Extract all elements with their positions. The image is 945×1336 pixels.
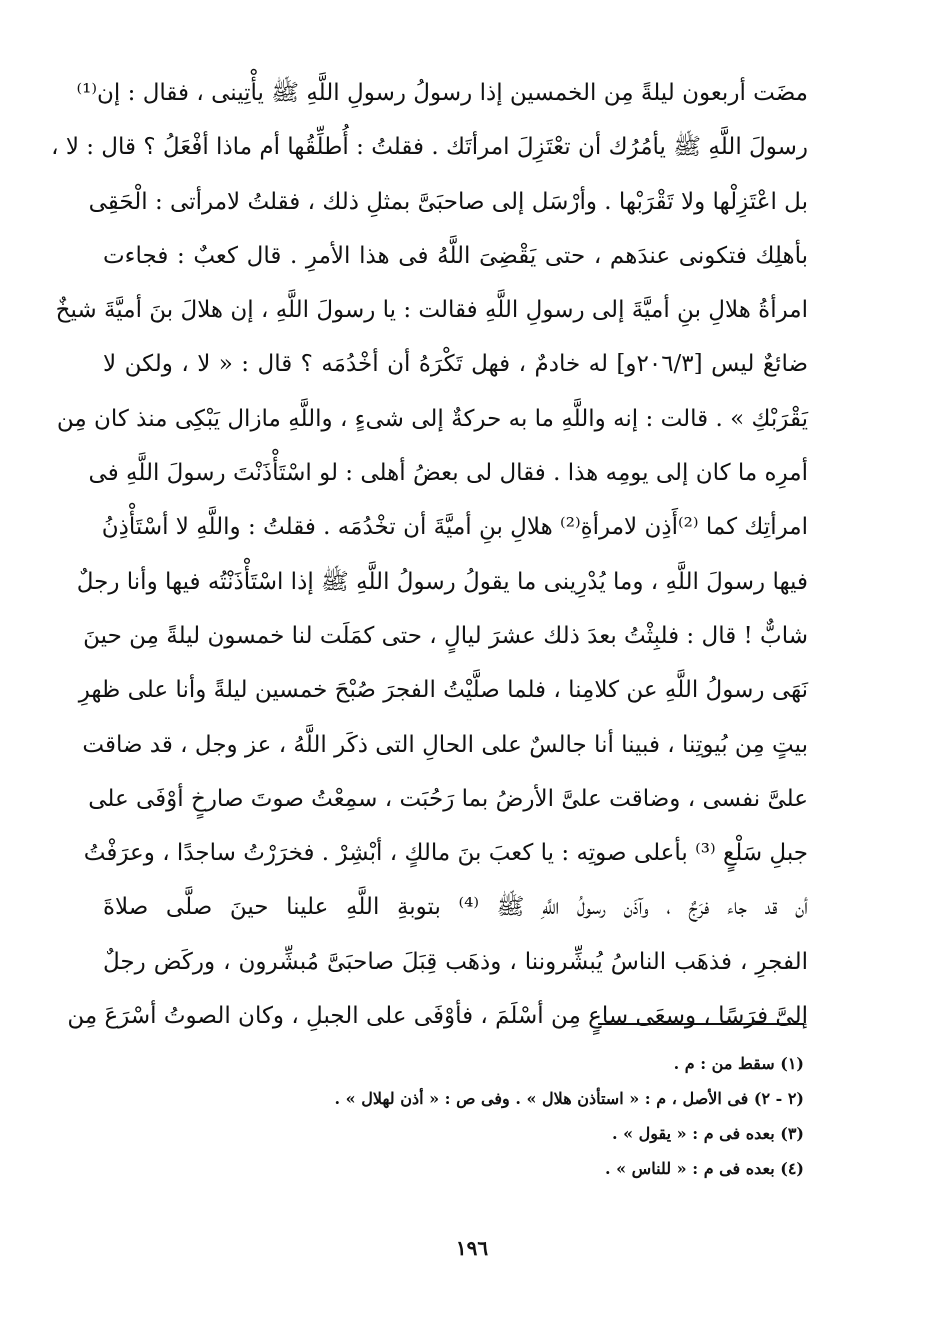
text-line-15: جبلِ سَلْعٍ ⁽³⁾ بأعلى صوتِه : يا كعبَ بنَ مالكٍ ، أبْشِرْ . فخرَرْتُ ساجدًا ، وعرَفْتُ <box>83 840 808 867</box>
text-line-3: بل اعْتَزِلْها ولا تَقْرَبْها . وأرْسَل إلى صاحبَىَّ بمثلِ ذلك ، فقلتُ لامرأتى : الْحَقِى <box>88 188 808 215</box>
footnote-2: (٢ - ٢) فى الأصل ، م : « استأذن هلال » . وفى ص : « أذن لهلال » . <box>334 1089 804 1108</box>
text-line-11: شابٌّ ! قال : فلبِثْتُ بعدَ ذلك عشرَ ليالٍ ، حتى كمَلَت لنا خمسون ليلةً مِن حينَ <box>83 622 808 649</box>
footnote-separator <box>598 1023 804 1025</box>
text-line-6: ضائعٌ ليس [٢٠٦/٣و] له خادمٌ ، فهل تَكْرَهُ أن أخْدُمَه ؟ قال : « لا ، ولكن لا <box>103 351 808 378</box>
text-line-12: نَهَى رسولُ اللَّهِ عن كلامِنا ، فلما صلَّيْتُ الفجرَ صُبْحَ خمسين ليلةً وأنا على ظهرِ <box>78 677 808 704</box>
text-line-18: إلىَّ فرَسًا ، وسعَى ساعٍ مِن أسْلَمَ ، فأوْفَى على الجبلِ ، وكان الصوتُ أسْرَعَ مِن <box>67 1003 808 1030</box>
text-line-5: امرأةُ هلالِ بنِ أميَّةَ إلى رسولِ اللَّهِ فقالت : يا رسولَ اللَّهِ ، إن هلالَ بنَ أميَّةَ شيخٌ <box>55 297 808 324</box>
text-line-14: علىَّ نفسى ، وضاقت علىَّ الأرضُ بما رَحُبَت ، سمِعْتُ صوتَ صارخٍ أوْفَى على <box>88 785 808 812</box>
text-line-8: أمرِه ما كان إلى يومِه هذا . فقال لى بعضُ أهلى : لو اسْتَأْذَنْتَ رسولَ اللَّهِ فى <box>88 460 808 487</box>
footnote-1: (١) سقط من : م . <box>673 1054 804 1073</box>
text-line-9: امرأتِك كما ⁽²⁾أَذِن لامرأةِ⁽²⁾ هلالِ بنِ أميَّةَ أن تخْدُمَه . فقلتُ : واللَّهِ لا أسْتَأْذِنُ <box>101 514 808 541</box>
footnotes <box>240 1046 804 1186</box>
footnote-3: (٣) بعده فى م : « يقول » . <box>611 1124 804 1143</box>
text-line-7: يَقْرَبْكِ » . قالت : إنه واللَّهِ ما به حركةٌ إلى شىءٍ ، واللَّهِ مازال يَبْكِى منذ كان مِن <box>56 405 808 432</box>
footnote-4: (٤) بعده فى م : « للناس » . <box>604 1159 804 1178</box>
main-text <box>51 66 808 1043</box>
text-line-10: فيها رسولَ اللَّهِ ، وما يُدْرِينى ما يقولُ رسولُ اللَّهِ ﷺ إذا اسْتَأْذَنْتُه فيها وأنا رجلٌ <box>76 568 808 595</box>
text-line-4: بأهلِك فتكونى عندَهم ، حتى يَقْضِىَ اللَّهُ فى هذا الأمرِ . قال كعبٌ : فجاءت <box>103 242 808 269</box>
text-line-2: رسولَ اللَّهِ ﷺ يأمُرُك أن تعْتَزِلَ امرأتَك . فقلتُ : أُطلِّقُها أم ماذا أفْعَلُ ؟ قال : لا ، <box>51 134 808 161</box>
text-line-13: بيتٍ مِن بُيوتِنا ، فبينا أنا جالسٌ على الحالِ التى ذكَر اللَّهُ ، عز وجل ، قد ضاقت <box>82 731 808 758</box>
text-line-1: مضَت أربعون ليلةً مِن الخمسين إذا رسولُ رسولِ اللَّهِ ﷺ يأْتِينى ، فقال : إن⁽¹⁾ <box>76 80 808 106</box>
page-number: ١٩٦ <box>455 1236 489 1260</box>
text-line-16: أن قد جاء فرَجٌ ، وآذَن رسولُ اللَّهِ ﷺ ⁽⁴⁾ بتوبةِ اللَّهِ علينا حينَ صلَّى صلاةَ <box>103 894 808 921</box>
text-line-17: الفجرِ ، فذهَب الناسُ يُبشِّروننا ، وذهَب قِبَلَ صاحبَىَّ مُبشِّرون ، وركَض رجلٌ <box>103 948 808 975</box>
